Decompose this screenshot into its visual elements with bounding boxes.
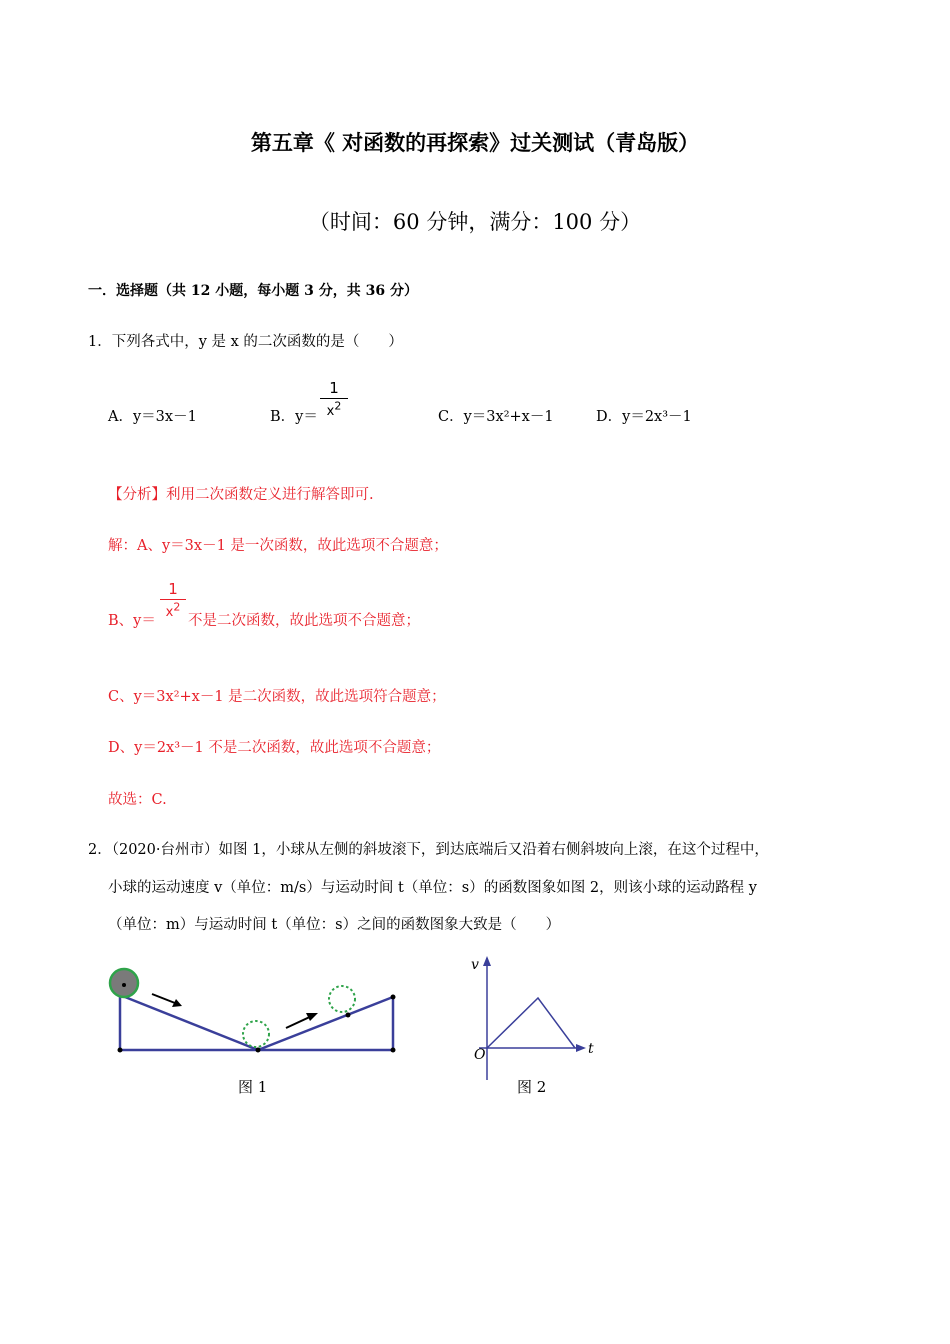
q1-solution-a: 解：A、y＝3x－1 是一次函数，故此选项不合题意； [108, 538, 448, 554]
section-heading: 一．选择题（共 12 小题，每小题 3 分，共 36 分） [88, 283, 418, 299]
fraction-bar [320, 398, 348, 399]
q1-solution-b-prefix: B、y＝ [108, 613, 156, 629]
v-axis-arrow [483, 956, 491, 966]
ball-center [122, 983, 126, 987]
fraction-numerator: 1 [329, 379, 339, 397]
q1-solution-b-suffix: 不是二次函数，故此选项不合题意； [188, 613, 420, 629]
fraction-denominator [326, 400, 342, 420]
q1-solution-c: C、y＝3x²+x－1 是二次函数，故此选项符合题意； [108, 689, 446, 705]
fraction-denominator [165, 601, 181, 621]
q1-answer: 故选：C. [108, 792, 167, 808]
denominator-exponent: 2 [173, 601, 181, 614]
point [346, 1013, 351, 1018]
figure-2-caption: 图 2 [517, 1078, 547, 1096]
origin-label: O [474, 1047, 486, 1063]
ball-right-dashed [329, 986, 355, 1012]
denominator-base: x [326, 404, 335, 420]
question-2-line-2: 小球的运动速度 v（单位：m/s）与运动时间 t（单位：s）的函数图象如图 2，则该小球的运动路程 y [108, 880, 757, 896]
q1-option-b-fraction [320, 380, 348, 419]
fraction-numerator: 1 [168, 580, 178, 598]
arrow-up-slope [286, 1013, 318, 1028]
q1-option-b-prefix: B．y＝ [270, 409, 318, 425]
page-title: 第五章《 对函数的再探索》过关测试（青岛版） [250, 130, 700, 155]
fraction-bar [160, 599, 186, 600]
point [391, 995, 396, 1000]
t-axis-arrow [576, 1044, 586, 1052]
point [118, 1048, 123, 1053]
v-axis-label: v [471, 957, 479, 973]
question-2-line-3: （单位：m）与运动时间 t（单位：s）之间的函数图象大致是（ ） [108, 917, 561, 933]
q1-option-c: C．y＝3x²+x－1 [438, 409, 554, 425]
q1-option-d: D．y＝2x³－1 [596, 409, 692, 425]
point [391, 1048, 396, 1053]
q1-solution-d: D、y＝2x³－1 不是二次函数，故此选项不合题意； [108, 740, 441, 756]
left-slope [120, 995, 258, 1050]
arrow-down-slope [152, 994, 182, 1007]
q1-analysis: 【分析】利用二次函数定义进行解答即可. [108, 487, 374, 503]
q1-option-a: A．y＝3x－1 [108, 409, 197, 425]
q1-solution-b-fraction [160, 581, 186, 620]
denominator-exponent: 2 [334, 400, 342, 413]
t-axis-label: t [588, 1041, 594, 1057]
figure-1-slopes [100, 955, 410, 1100]
exam-info: （时间：60 分钟，满分：100 分） [308, 210, 642, 234]
figure-2-vt-graph [465, 952, 605, 1100]
ball-bottom-dashed [243, 1021, 269, 1047]
right-slope [258, 997, 393, 1050]
point [256, 1048, 261, 1053]
question-2-line-1: 2．（2020·台州市）如图 1，小球从左侧的斜坡滚下，到达底端后又沿着右侧斜坡向上滚，在这个过程中， [88, 842, 769, 858]
question-1-stem: 1．下列各式中，y 是 x 的二次函数的是（ ） [88, 334, 403, 350]
velocity-curve [487, 998, 575, 1048]
denominator-base: x [165, 605, 174, 621]
figure-1-caption: 图 1 [238, 1078, 268, 1096]
